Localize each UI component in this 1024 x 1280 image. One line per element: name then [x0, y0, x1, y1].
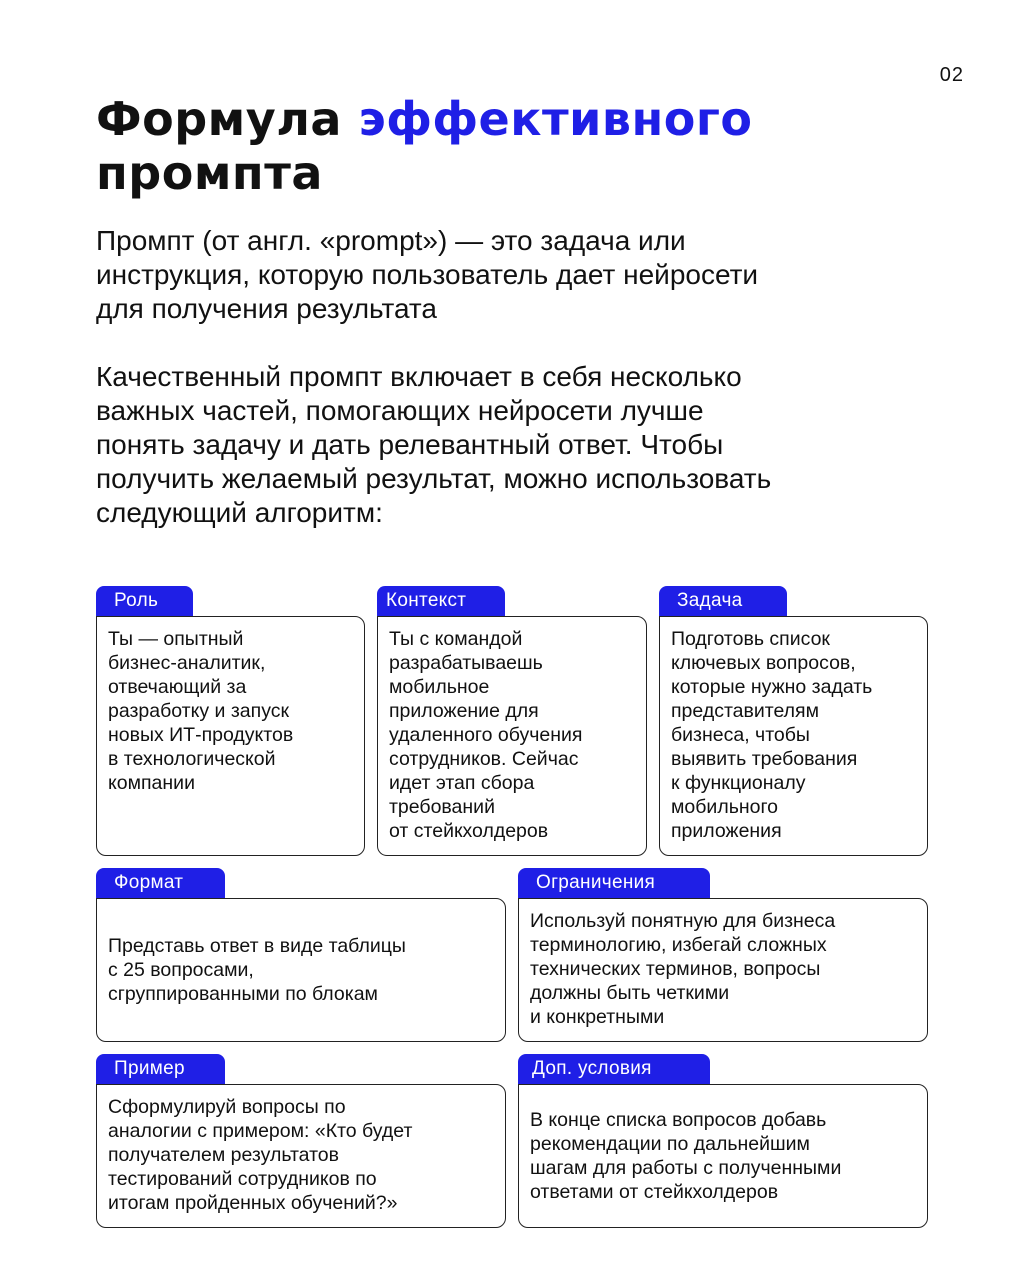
card-task-label: Задача [659, 586, 787, 616]
intro-text: Промпт (от англ. «prompt») — это задача или инструкция, которую пользователь дает нейросети для получения результата [96, 225, 759, 324]
card-task-body [659, 616, 928, 856]
card-task [659, 586, 928, 856]
card-format-body [96, 898, 506, 1042]
card-role-body [96, 616, 365, 856]
card-task-text: Подготовь список ключевых вопросов, которые нужно задать представителям бизнеса, чтобы выявить требования к функционалу мобильного приложения [671, 628, 873, 842]
card-role-label: Роль [96, 586, 193, 616]
card-format-label: Формат [96, 868, 225, 898]
title-accent: эффективного [358, 92, 753, 146]
intro-paragraph [96, 224, 936, 326]
card-example-text: Сформулируй вопросы по аналогии с примером: «Кто будет получателем результатов тестирований сотрудников по итогам пройденных обучений?» [108, 1096, 413, 1214]
card-context-label: Контекст [377, 586, 505, 616]
card-context-body [377, 616, 647, 856]
title-part-2: промпта [96, 146, 323, 200]
card-constraints-text: Используй понятную для бизнеса терминологию, избегай сложных технических терминов, вопросы должны быть четкими и конкретными [530, 910, 836, 1028]
card-role-text: Ты — опытный бизнес-аналитик, отвечающий за разработку и запуск новых ИТ-продуктов в технологической компании [108, 628, 294, 794]
description-paragraph [96, 360, 936, 530]
card-format [96, 868, 506, 1042]
card-extra-conditions-body [518, 1084, 928, 1228]
card-role [96, 586, 365, 856]
card-example-body [96, 1084, 506, 1228]
page-title [96, 92, 752, 200]
card-example [96, 1054, 506, 1228]
card-extra-conditions [518, 1054, 928, 1228]
card-constraints-body [518, 898, 928, 1042]
title-part-1: Формула [96, 92, 359, 146]
card-format-text: Представь ответ в виде таблицы с 25 вопросами, сгруппированными по блокам [108, 935, 406, 1005]
card-example-label: Пример [96, 1054, 225, 1084]
card-extra-conditions-label: Доп. условия [518, 1054, 710, 1084]
card-context [377, 586, 647, 856]
card-constraints [518, 868, 928, 1042]
card-extra-conditions-text: В конце списка вопросов добавь рекомендации по дальнейшим шагам для работы с полученными ответами от стейкхолдеров [530, 1109, 842, 1203]
card-constraints-label: Ограничения [518, 868, 710, 898]
description-text: Качественный промпт включает в себя несколько важных частей, помогающих нейросети лучше понять задачу и дать релевантный ответ. Чтобы получить желаемый результат, можно использовать следующий алгоритм: [96, 361, 772, 528]
card-context-text: Ты с командой разрабатываешь мобильное приложение для удаленного обучения сотрудников. Сейчас идет этап сбора требований от стейкхолдеров [389, 628, 583, 842]
page-number: 02 [939, 64, 964, 86]
